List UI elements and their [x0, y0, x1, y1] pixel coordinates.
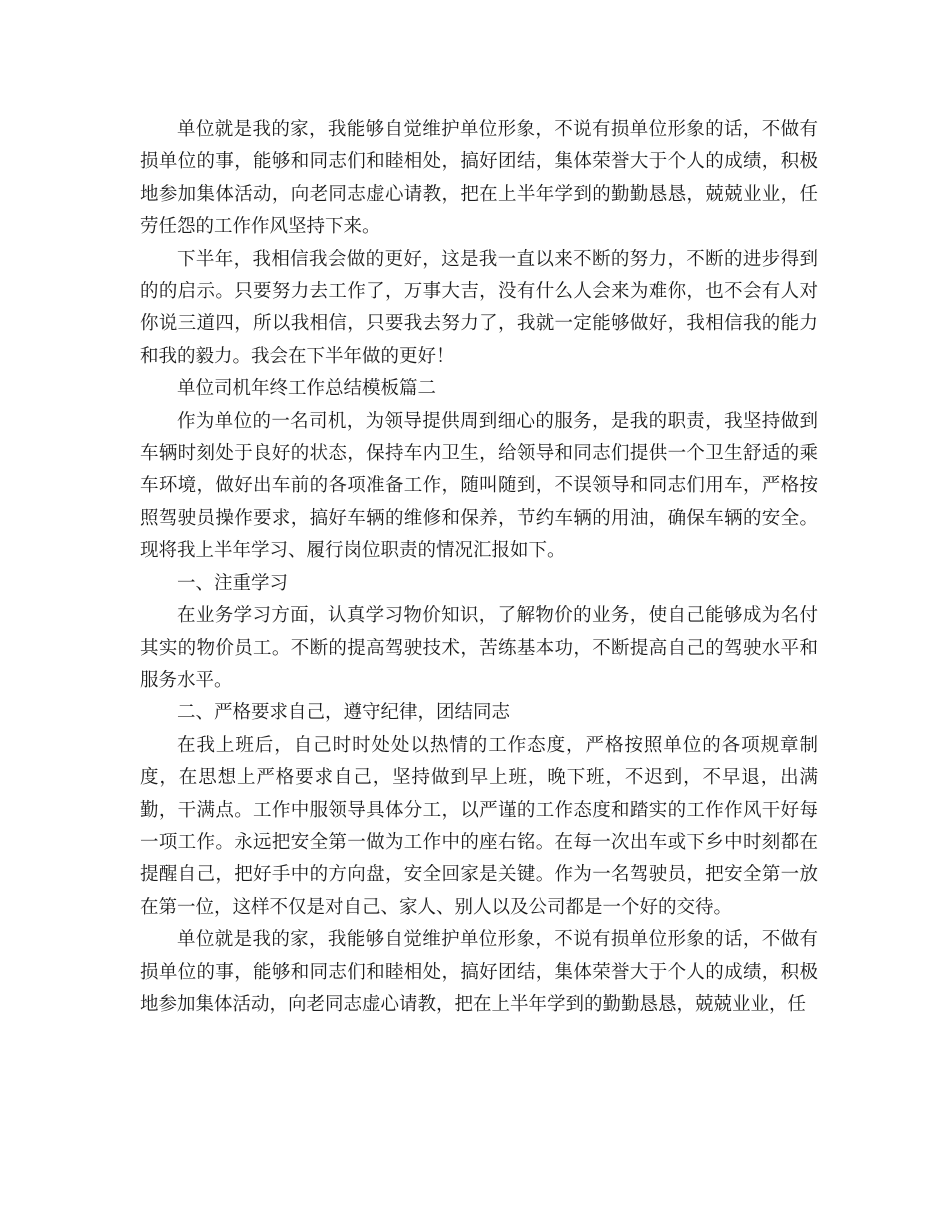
section-title: 单位司机年终工作总结模板篇二 — [177, 378, 437, 400]
paragraph-home-intro: 单位就是我的家，我能够自觉维护单位形象，不说有损单位形象的话，不做有损单位的事，能够和同志们和睦相处，搞好团结，集体荣誉大于个人的成绩，积极地参加集体活动，向老同志虚心请教，把在上半年学到的勤勤恳恳，兢兢业业，任劳任怨的工作作风坚持下来。 — [140, 119, 818, 238]
paragraph-study: 在业务学习方面，认真学习物价知识，了解物价的业务，使自己能够成为名付其实的物价员工。不断的提高驾驶技术，苦练基本功，不断提高自己的驾驶水平和服务水平。 — [140, 605, 818, 691]
heading-study: 一、注重学习 — [177, 572, 289, 594]
paragraph-home-repeat: 单位就是我的家，我能够自觉维护单位形象，不说有损单位形象的话，不做有损单位的事，能够和同志们和睦相处，搞好团结，集体荣誉大于个人的成绩，积极地参加集体活动，向老同志虚心请教，把在上半年学到的勤勤恳恳，兢兢业业，任 — [140, 929, 818, 1015]
paragraph-driver-duties: 作为单位的一名司机，为领导提供周到细心的服务，是我的职责，我坚持做到车辆时刻处于良好的状态，保持车内卫生，给领导和同志们提供一个卫生舒适的乘车环境，做好出车前的各项准备工作，随叫随到，不误领导和同志们用车，严格按照驾驶员操作要求，搞好车辆的维修和保养，节约车辆的用油，确保车辆的安全。现将我上半年学习、履行岗位职责的情况汇报如下。 — [140, 410, 818, 562]
paragraph-second-half: 下半年，我相信我会做的更好，这是我一直以来不断的努力，不断的进步得到的的启示。只要努力去工作了，万事大吉，没有什么人会来为难你，也不会有人对你说三道四，所以我相信，只要我去努力了，我就一定能够做好，我相信我的能力和我的毅力。我会在下半年做的更好！ — [140, 248, 818, 367]
paragraph-discipline: 在我上班后，自己时时处处以热情的工作态度，严格按照单位的各项规章制度，在思想上严格要求自己，坚持做到早上班，晚下班，不迟到，不早退，出满勤，干满点。工作中服领导具体分工，以严谨的工作态度和踏实的工作作风干好每一项工作。永远把安全第一做为工作中的座右铭。在每一次出车或下乡中时刻都在提醒自己，把好手中的方向盘，安全回家是关键。作为一名驾驶员，把安全第一放在第一位，这样不仅是对自己、家人、别人以及公司都是一个好的交待。 — [140, 734, 818, 918]
document-body — [140, 114, 818, 1021]
heading-discipline: 二、严格要求自己，遵守纪律，团结同志 — [177, 702, 511, 724]
